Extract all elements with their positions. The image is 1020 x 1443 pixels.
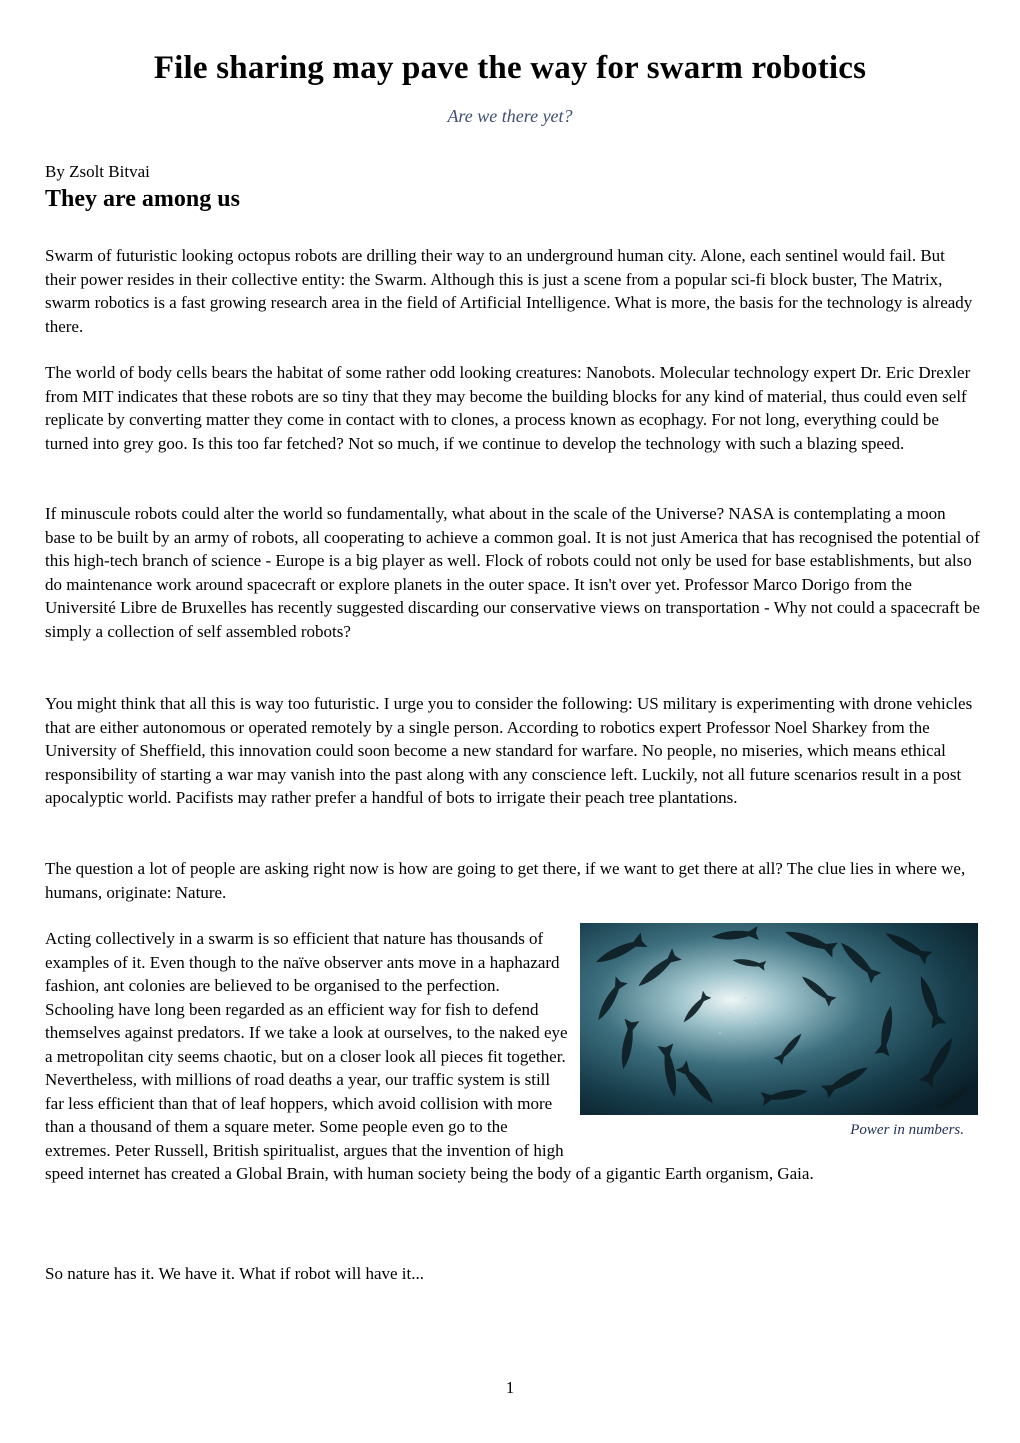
paragraph: The question a lot of people are asking right now is how are going to get there, if we want to get there at all? The clue lies in where we, humans, originate: Nature. [45, 859, 966, 902]
paragraph: You might think that all this is way too futuristic. I urge you to consider the following: US military is experimenting with drone vehicles that are either autonomous or operated remotely by a single person. According to robotics expert Professor Noel Sharkey from the University of Sheffield, this innovation could soon become a new standard for warfare. No people, no miseries, which means ethical responsibility of starting a war may vanish into the past along with any conscience left. Luckily, not all future scenarios result in a post apocalyptic world. Pacifists may rather prefer a handful of bots to irrigate their peach tree plantations. [45, 694, 973, 807]
fish-school-figure [580, 927, 980, 1139]
paragraph: Swarm of futuristic looking octopus robots are drilling their way to an underground human city. Alone, each sentinel would fail. But their power resides in their collective entity: the Swarm. Although this is just a scene from a popular sci-fi block buster, The Matrix, swarm robotics is a fast growing research area in the field of Artificial Intelligence. What is more, the basis for the technology is already there. [45, 246, 973, 336]
paragraph: If minuscule robots could alter the world so fundamentally, what about in the scale of the Universe? NASA is contemplating a moon base to be built by an army of robots, all cooperating to achieve a common goal. It is not just America that has recognised the potential of this high-tech branch of science - Europe is a big player as well. Flock of robots could not only be used for base establishments, but also do maintenance work around spacecraft or explore planets in the outer space. It isn't over yet. Professor Marco Dorigo from the Université Libre de Bruxelles has recently suggested discarding our conservative views on transportation - Why not could a spacecraft be simply a collection of self assembled robots? [45, 504, 980, 641]
article-subtitle: Are we there yet? [447, 106, 573, 126]
article-title: File sharing may pave the way for swarm robotics [153, 50, 867, 86]
byline: By Zsolt Bitvai [45, 162, 150, 181]
page-number: 1 [505, 1378, 515, 1397]
paragraph-with-figure [45, 927, 980, 1186]
figure-caption: Power in numbers. [850, 1122, 964, 1138]
section-heading: They are among us [45, 186, 240, 212]
fish-school-photo [580, 923, 978, 1115]
paragraph: So nature has it. We have it. What if robot will have it... [45, 1264, 425, 1283]
paragraph-text: Acting collectively in a swarm is so efficient that nature has thousands of examples of it. Even though to the naïve observer ants move in a haphazard fashion, ant colonies are believed to be organised to the perfection. Schooling have long been regarded as an efficient way for fish to defend themselves against predators. If we take a look at ourselves, to the naked eye a metropolitan city seems chaotic, but on a closer look all pieces fit together. Nevertheless, with millions of road deaths a year, our traffic system is still far less efficient than that of leaf hoppers, which avoid collision with more than a thousand of them a square meter. Some people even go to the extremes. Peter Russell, British spiritualist, argues that the invention of high speed internet has created a Global Brain, with human society being the body of a gigantic Earth organism, Gaia. [45, 929, 814, 1183]
paragraph: The world of body cells bears the habitat of some rather odd looking creatures: Nanobots. Molecular technology expert Dr. Eric Drexler from MIT indicates that these robots are so tiny that they may become the building blocks for any kind of material, thus could even self replicate by converting matter they come in contact with to clones, a process known as ecophagy. For not long, everything could be turned into grey goo. Is this too far fetched? Not so much, if we continue to develop the technology with such a blazing speed. [45, 363, 971, 453]
